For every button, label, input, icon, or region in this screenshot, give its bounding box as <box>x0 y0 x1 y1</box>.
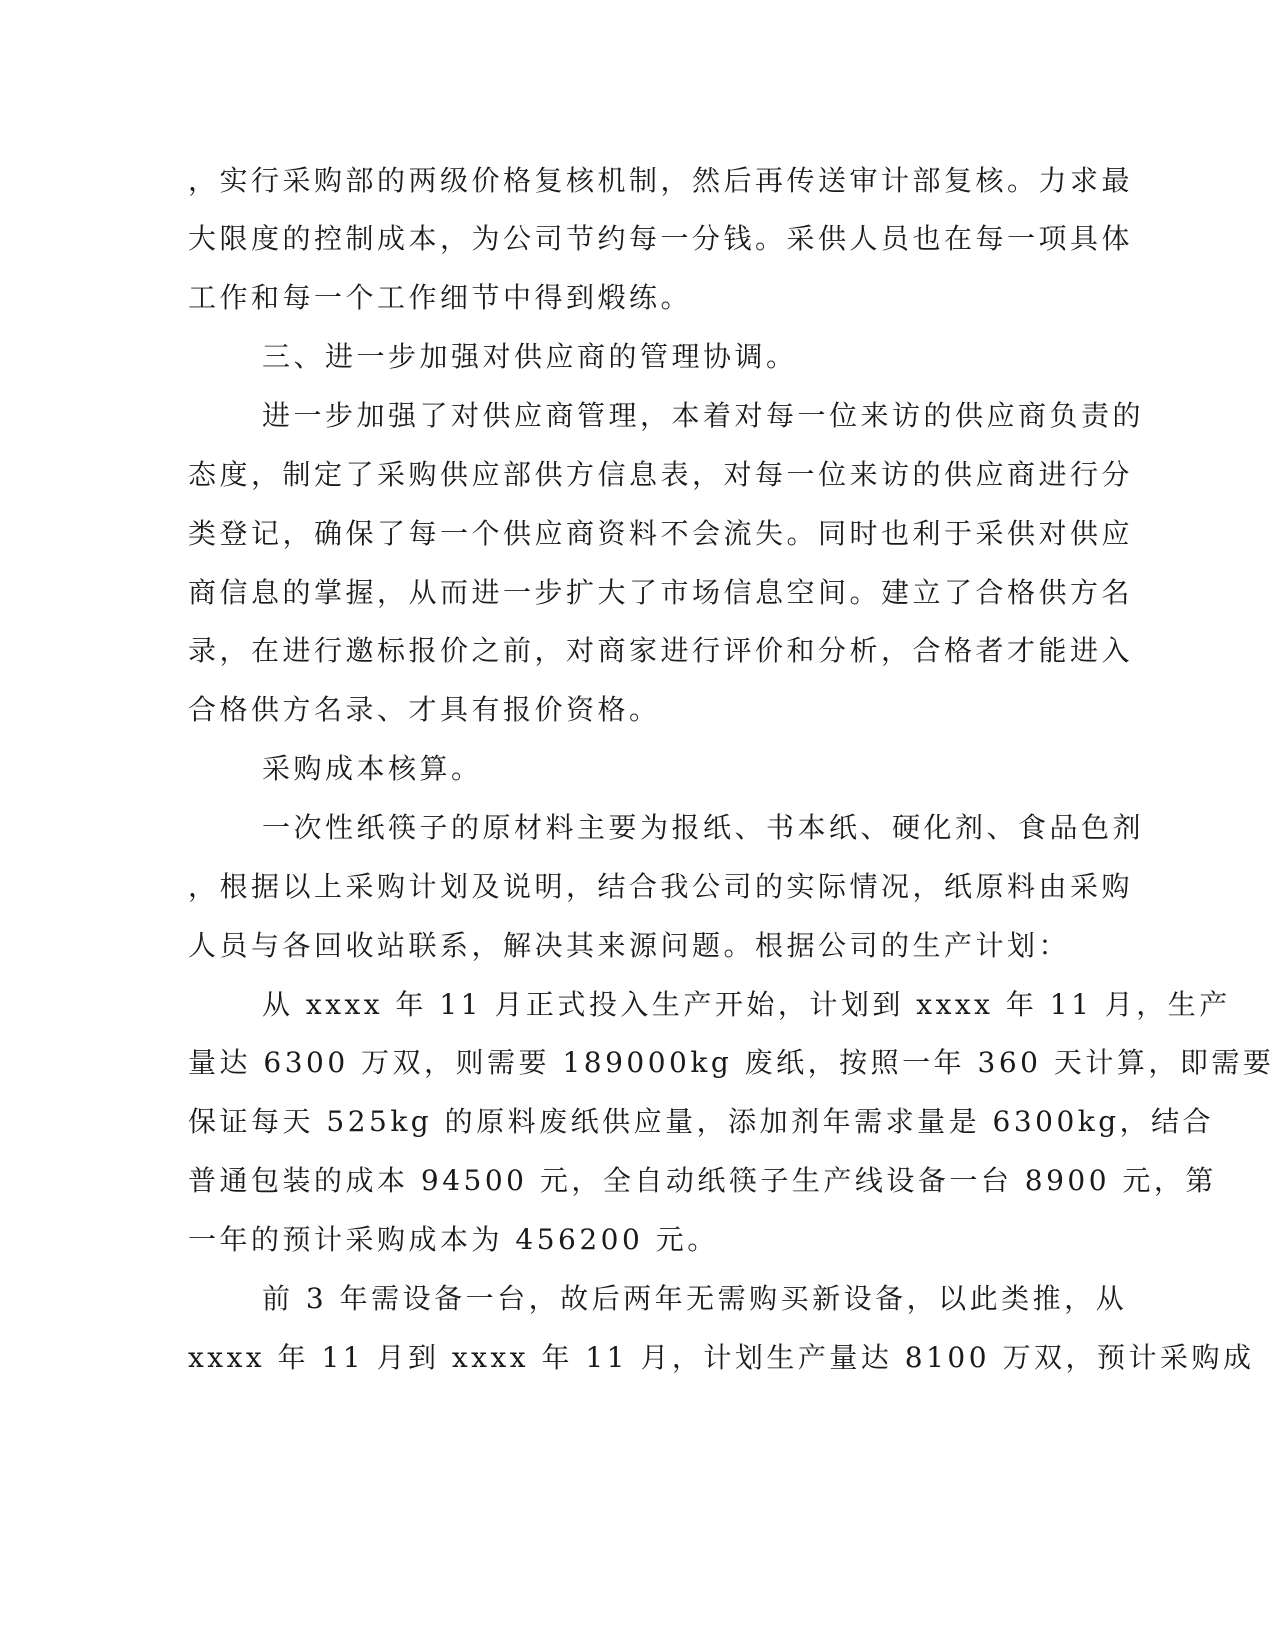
text-line: xxxx 年 11 月到 xxxx 年 11 月，计划生产量达 8100 万双，预计采购成 <box>188 1341 1255 1374</box>
text-line: 保证每天 525kg 的原料废纸供应量，添加剂年需求量是 6300kg，结合 <box>188 1105 1215 1138</box>
text-line: 商信息的掌握，从而进一步扩大了市场信息空间。建立了合格供方名 <box>188 576 1134 609</box>
text-line: 人员与各回收站联系，解决其来源问题。根据公司的生产计划： <box>188 929 1071 962</box>
text-line: 大限度的控制成本，为公司节约每一分钱。采供人员也在每一项具体 <box>188 222 1134 255</box>
text-line: 态度，制定了采购供应部供方信息表，对每一位来访的供应商进行分 <box>188 458 1134 491</box>
text-line: 量达 6300 万双，则需要 189000kg 废纸，按照一年 360 天计算，即需要 <box>188 1046 1275 1079</box>
text-line: 类登记，确保了每一个供应商资料不会流失。同时也利于采供对供应 <box>188 517 1134 550</box>
text-line: ，实行采购部的两级价格复核机制，然后再传送审计部复核。力求最 <box>188 164 1134 197</box>
text-line: 录，在进行邀标报价之前，对商家进行评价和分析，合格者才能进入 <box>188 634 1134 667</box>
text-line: 进一步加强了对供应商管理，本着对每一位来访的供应商负责的 <box>262 399 1145 432</box>
text-line: 一年的预计采购成本为 456200 元。 <box>188 1223 719 1256</box>
section-heading: 采购成本核算。 <box>262 752 483 785</box>
text-line: 前 3 年需设备一台，故后两年无需购买新设备，以此类推，从 <box>262 1282 1128 1315</box>
text-line: 合格供方名录、才具有报价资格。 <box>188 693 661 726</box>
text-line: 普通包装的成本 94500 元，全自动纸筷子生产线设备一台 8900 元，第 <box>188 1164 1217 1197</box>
section-heading: 三、进一步加强对供应商的管理协调。 <box>262 340 798 373</box>
text-line: 一次性纸筷子的原材料主要为报纸、书本纸、硬化剂、食品色剂 <box>262 811 1145 844</box>
text-line: 工作和每一个工作细节中得到煅练。 <box>188 281 693 314</box>
text-line: 从 xxxx 年 11 月正式投入生产开始，计划到 xxxx 年 11 月，生产 <box>262 988 1231 1021</box>
text-line: ，根据以上采购计划及说明，结合我公司的实际情况，纸原料由采购 <box>188 870 1134 903</box>
